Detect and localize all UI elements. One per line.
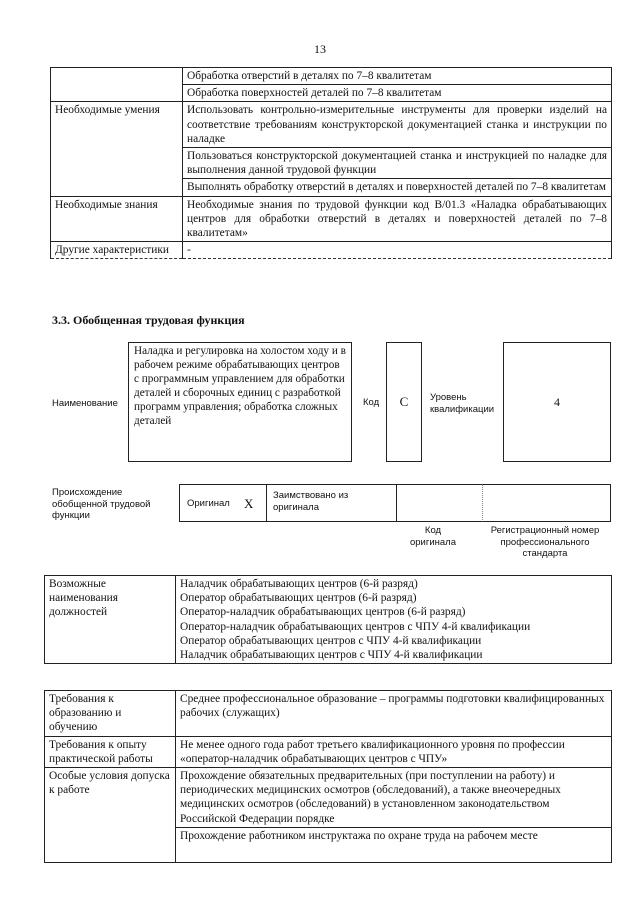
admission-condition-item: Прохождение обязательных предварительных (при поступлении на работу) и периодических медицинских осмотров (обследований), а также внеочередных медицинских осмотров (обследований) в установленном законодательством Российской Федерации порядке bbox=[176, 768, 612, 828]
job-title-item: Оператор обрабатывающих центров с ЧПУ 4-й квалификации bbox=[180, 634, 482, 647]
job-title-item: Наладчик обрабатывающих центров (6-й разряд) bbox=[180, 578, 418, 590]
experience-requirements-value: Не менее одного года работ третьего квалификационного уровня по профессии «оператор-наладчик обрабатывающих центров с ЧПУ» bbox=[176, 736, 612, 767]
qualification-level-label: Уровень квалификации bbox=[430, 392, 495, 415]
skill-item: Выполнять обработку отверстий в деталях и поверхностей деталей по 7–8 квалитетам bbox=[183, 179, 612, 196]
requirements-table bbox=[44, 690, 612, 863]
labor-action-item: Обработка поверхностей деталей по 7–8 квалитетам bbox=[183, 85, 612, 102]
job-title-item: Оператор-наладчик обрабатывающих центров (6-й разряд) bbox=[180, 606, 466, 619]
borrowed-cell bbox=[267, 484, 397, 522]
required-skills-label: Необходимые умения bbox=[51, 102, 183, 196]
section-title: 3.3. Обобщенная трудовая функция bbox=[52, 313, 245, 327]
page-number: 13 bbox=[314, 42, 326, 56]
name-label: Наименование bbox=[52, 398, 118, 409]
knowledge-item: Необходимые знания по трудовой функции код B/01.3 «Наладка обрабатывающих центров для обработки отверстий в деталях и поверхностей деталей по 7–8 квалитетам» bbox=[183, 196, 612, 242]
labor-function-details-table bbox=[50, 67, 612, 259]
original-cell bbox=[179, 484, 267, 522]
original-code-caption: Код оригинала bbox=[409, 525, 456, 548]
code-label: Код bbox=[363, 397, 380, 408]
skill-item: Пользоваться конструкторской документацией станка и инструкцией по наладке для выполнения данной трудовой функции bbox=[183, 148, 612, 179]
table-row-label bbox=[51, 68, 183, 102]
labor-action-item: Обработка отверстий в деталях по 7–8 квалитетам bbox=[183, 68, 612, 85]
education-requirements-value: Среднее профессиональное образование – программы подготовки квалифицированных рабочих (служащих) bbox=[176, 691, 612, 737]
registration-number-caption: Регистрационный номер профессионального стандарта bbox=[490, 525, 600, 559]
job-title-item: Оператор-наладчик обрабатывающих центров с ЧПУ 4-й квалификации bbox=[180, 620, 531, 633]
code-value-box: С bbox=[386, 342, 422, 462]
function-name-box: Наладка и регулировка на холостом ходу и в рабочем режиме обрабатывающих центров с программным управлением для обработки деталей и сборочных единиц с разработкой программ управления; обработка сложных деталей bbox=[128, 342, 352, 462]
origin-label: Происхождение обобщенной трудовой функции bbox=[52, 487, 151, 521]
job-titles-list bbox=[176, 576, 612, 664]
origin-row bbox=[179, 484, 611, 522]
education-requirements-label: Требования к образованию и обучению bbox=[45, 691, 176, 737]
admission-condition-item: Прохождение работником инструктажа по охране труда на рабочем месте bbox=[176, 827, 612, 862]
original-mark: X bbox=[244, 496, 254, 511]
experience-requirements-label: Требования к опыту практической работы bbox=[45, 736, 176, 767]
registration-number-cell bbox=[483, 484, 611, 522]
job-title-item: Наладчик обрабатывающих центров с ЧПУ 4-й квалификации bbox=[180, 649, 483, 662]
other-characteristics-label: Другие характеристики bbox=[51, 242, 183, 259]
skill-item: Использовать контрольно-измерительные инструменты для проверки изделий на соответствие требованиям конструкторской документацией станка и инструкции по наладке bbox=[183, 102, 612, 148]
job-title-item: Оператор обрабатывающих центров (6-й разряд) bbox=[180, 592, 417, 605]
borrowed-label: Заимствовано из оригинала bbox=[273, 490, 349, 513]
required-knowledge-label: Необходимые знания bbox=[51, 196, 183, 242]
admission-conditions-label: Особые условия допуска к работе bbox=[45, 768, 176, 863]
original-code-cell bbox=[397, 484, 483, 522]
qualification-level-box: 4 bbox=[503, 342, 611, 462]
job-titles-label: Возможные наименования должностей bbox=[45, 576, 176, 664]
other-characteristics-value: - bbox=[183, 242, 612, 259]
job-titles-table bbox=[44, 575, 612, 664]
original-label: Оригинал bbox=[187, 498, 230, 509]
